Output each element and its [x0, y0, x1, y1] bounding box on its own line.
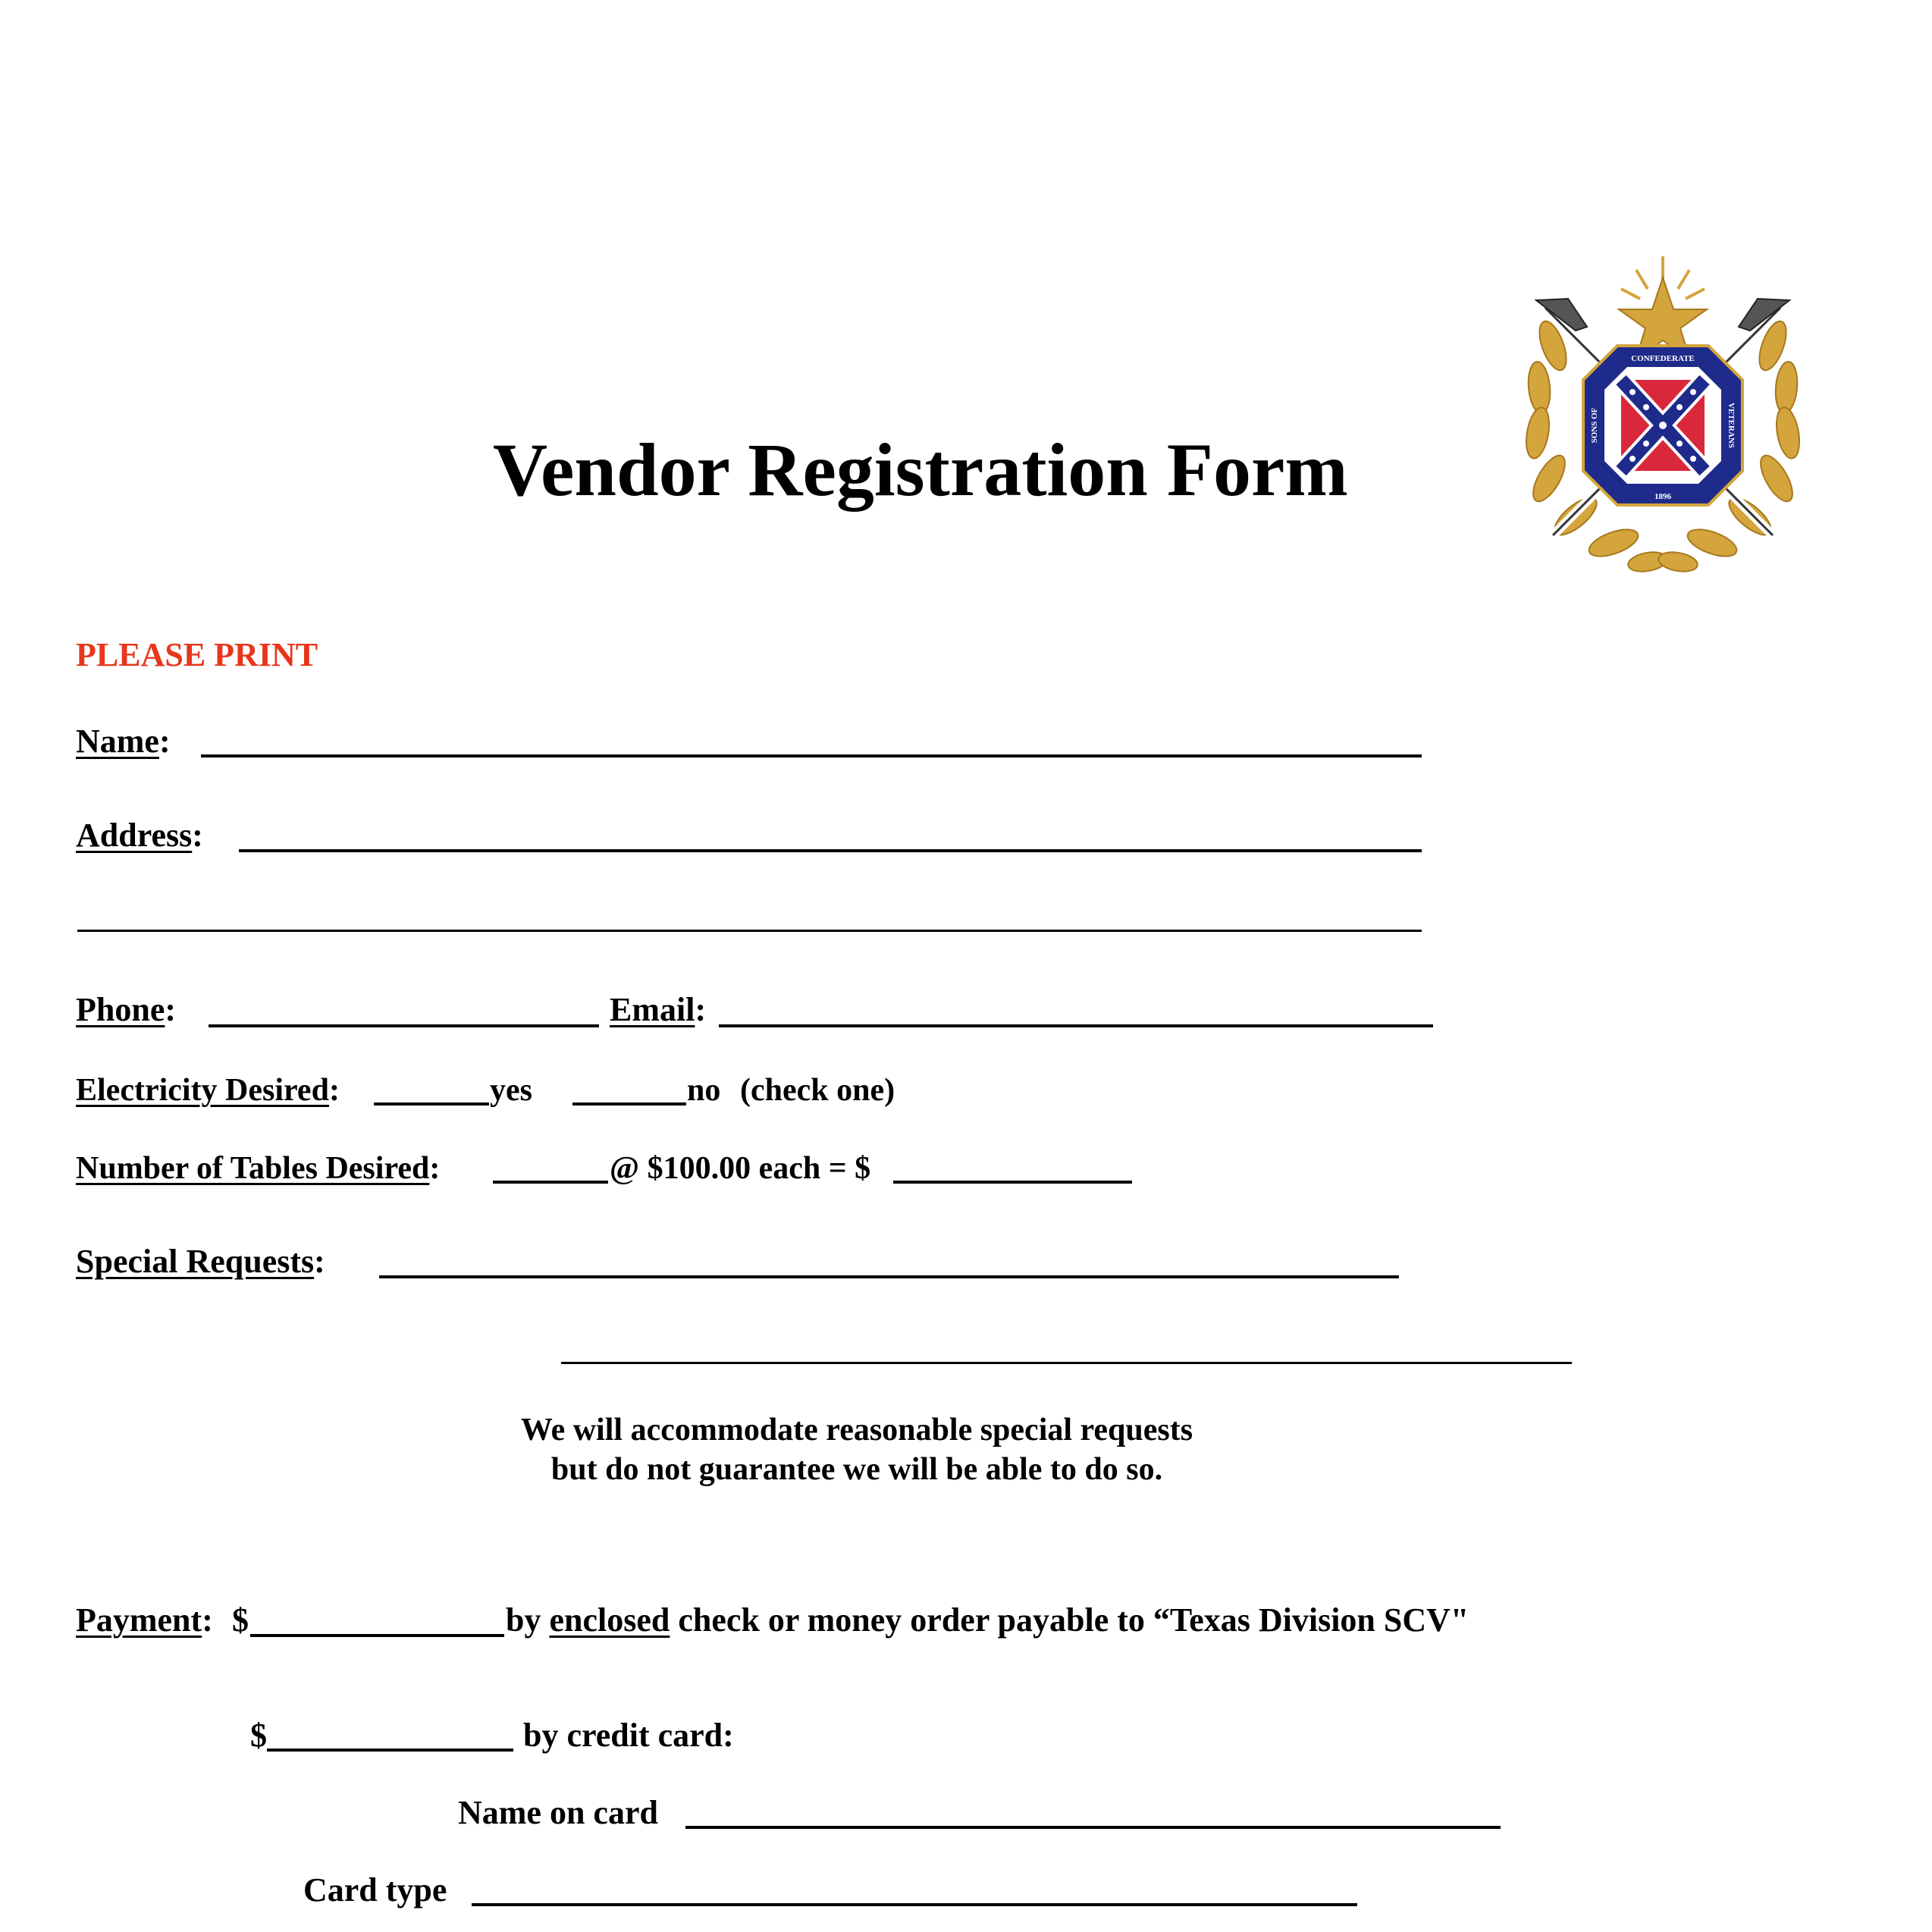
email-field-line[interactable] [719, 1024, 1433, 1027]
payment-label: Payment: [76, 1601, 213, 1639]
credit-dollar-sign: $ [250, 1717, 267, 1754]
name-on-card-line[interactable] [685, 1826, 1501, 1829]
tables-label: Number of Tables Desired: [76, 1151, 441, 1186]
payment-amount-line[interactable] [250, 1634, 504, 1637]
electricity-yes-line[interactable] [374, 1102, 489, 1106]
address-field-line[interactable] [239, 849, 1422, 852]
seal-graphic [1523, 255, 1803, 581]
card-type-line[interactable] [472, 1903, 1357, 1906]
seal-bottom-text: 1896 [1654, 492, 1671, 501]
tables-count-line[interactable] [493, 1181, 608, 1184]
electricity-no-text: no [687, 1073, 721, 1108]
electricity-label: Electricity Desired: [76, 1073, 340, 1108]
special-requests-label: Special Requests: [76, 1243, 325, 1280]
phone-field-line[interactable] [209, 1024, 599, 1027]
please-print-notice: PLEASE PRINT [76, 636, 318, 673]
credit-card-text: by credit card: [523, 1717, 734, 1754]
phone-label: Phone: [76, 991, 177, 1028]
tables-total-line[interactable] [893, 1181, 1132, 1184]
special-requests-line[interactable] [379, 1275, 1399, 1278]
payment-dollar-sign: $ [232, 1601, 249, 1639]
scv-seal-logo [1523, 255, 1803, 581]
page-title: Vendor Registration Form [493, 428, 1348, 512]
address-label: Address: [76, 817, 203, 854]
note-line-1: We will accommodate reasonable special requests [520, 1413, 1193, 1447]
email-label: Email: [610, 991, 707, 1028]
payment-check-text: by enclosed check or money order payable to “Texas Division SCV" [506, 1601, 1469, 1639]
seal-top-text: CONFEDERATE [1631, 354, 1695, 363]
electricity-yes-text: yes [490, 1073, 532, 1108]
note-line-2: but do not guarantee we will be able to do so. [550, 1452, 1163, 1487]
credit-amount-line[interactable] [267, 1749, 513, 1752]
name-label: Name: [76, 723, 171, 760]
seal-right-text: VETERANS [1727, 403, 1736, 448]
flag-icon [1621, 380, 1705, 471]
check-one-hint: (check one) [740, 1073, 895, 1108]
seal-left-text: SONS OF [1590, 407, 1599, 444]
special-requests-note [425, 1410, 1289, 1489]
card-type-label: Card type [303, 1871, 447, 1908]
address-field-line-2[interactable] [77, 930, 1422, 932]
name-on-card-label: Name on card [458, 1794, 658, 1831]
special-requests-line-2[interactable] [561, 1362, 1572, 1364]
name-field-line[interactable] [201, 754, 1422, 757]
tables-price-text: @ $100.00 each = $ [610, 1151, 871, 1186]
electricity-no-line[interactable] [572, 1102, 686, 1106]
